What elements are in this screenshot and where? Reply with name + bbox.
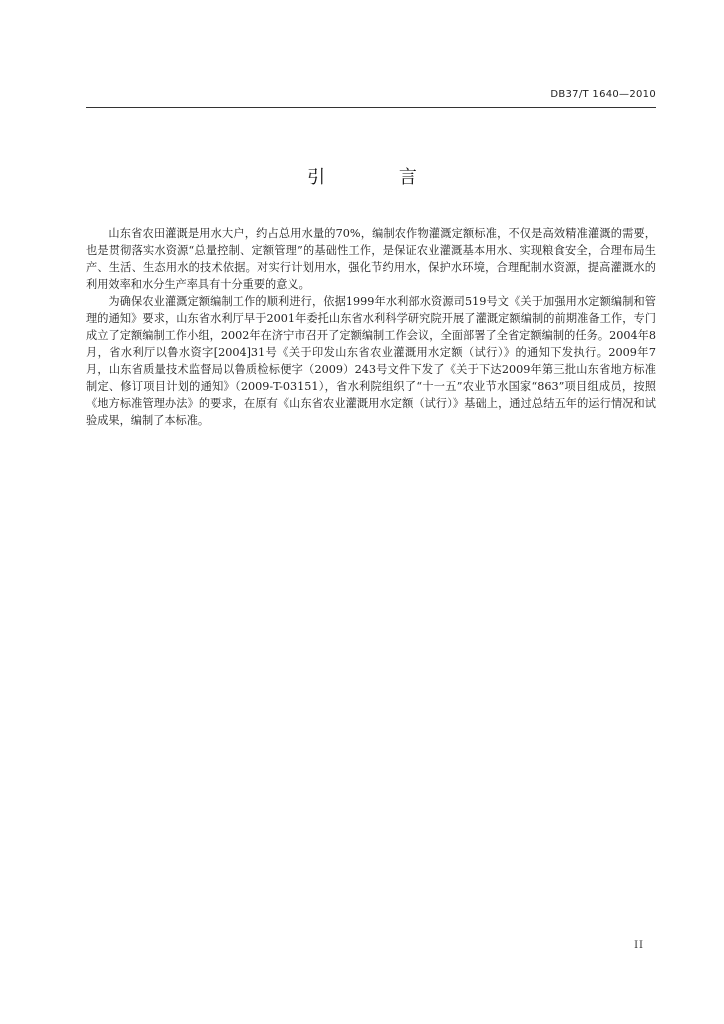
page-number: II [634, 940, 644, 951]
standard-code: DB37/T 1640—2010 [550, 89, 656, 100]
header-rule [86, 107, 656, 108]
body-text [86, 225, 656, 429]
paragraph-1: 山东省农田灌溉是用水大户，约占总用水量的70%，编制农作物灌溉定额标准，不仅是高效精准灌溉的需要，也是贯彻落实水资源“总量控制、定额管理”的基础性工作，是保证农业灌溉基本用水、实现粮食安全，合理布局生产、生活、生态用水的技术依据。对实行计划用水，强化节约用水，保护水环境，合理配制水资源，提高灌溉水的利用效率和水分生产率具有十分重要的意义。 [86, 227, 656, 291]
section-title: 引 言 [307, 167, 451, 188]
paragraph-2: 为确保农业灌溉定额编制工作的顺利进行，依据1999年水利部水资源司519号文《关于加强用水定额编制和管理的通知》要求，山东省水利厅早于2001年委托山东省水利科学研究院开展了灌溉定额编制的前期准备工作，专门成立了定额编制工作小组，2002年在济宁市召开了定额编制工作会议，全面部署了全省定额编制的任务。2004年8月，省水利厅以鲁水资字[2004]31号《关于印发山东省农业灌溉用水定额（试行）》的通知下发执行。2009年7月，山东省质量技术监督局以鲁质检标便字（2009）243号文件下发了《关于下达2009年第三批山东省地方标准制定、修订项目计划的通知》（2009-T-03151），省水利院组织了“十一五”农业节水国家“863”项目组成员，按照《地方标准管理办法》的要求，在原有《山东省农业灌溉用水定额（试行）》基础上，通过总结五年的运行情况和试验成果，编制了本标准。 [86, 295, 656, 427]
